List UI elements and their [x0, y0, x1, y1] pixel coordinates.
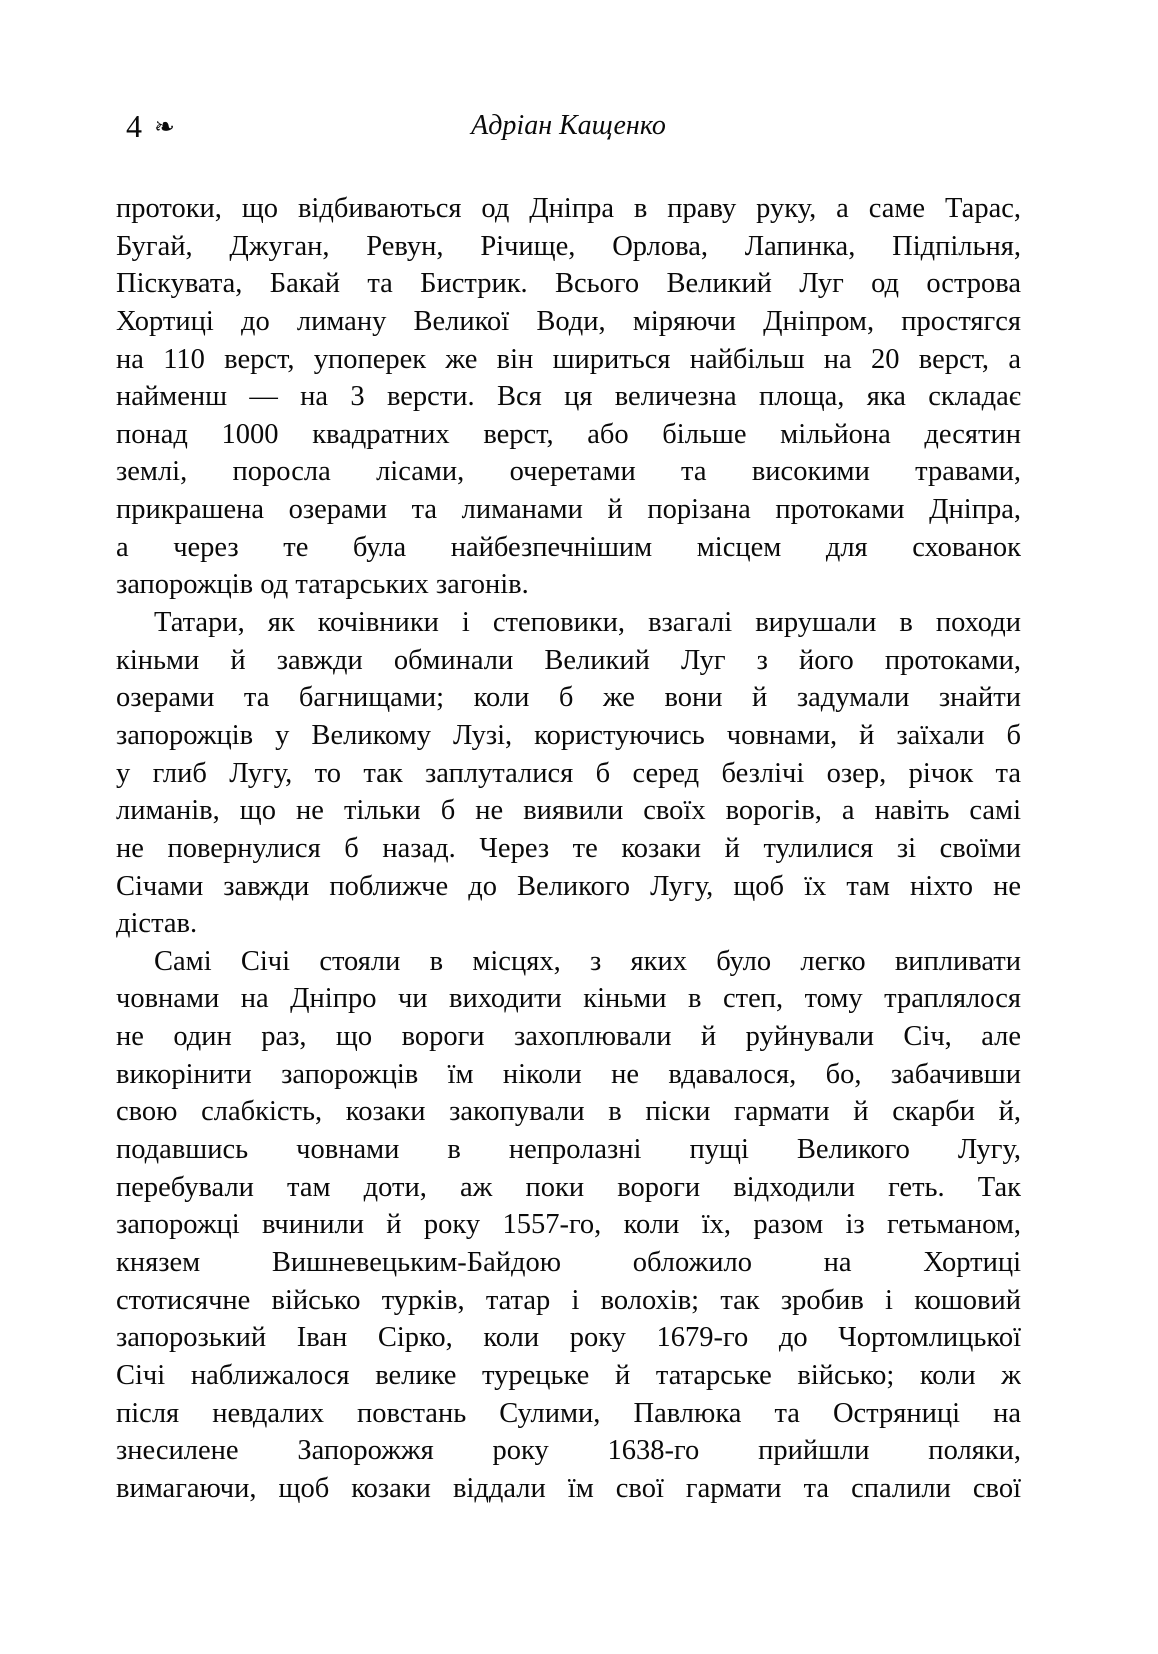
text-line: стотисячне військо турків, татар і волохів; так зробив і кошовий [116, 1284, 1021, 1316]
text-line: Бугай, Джуган, Ревун, Річище, Орлова, Лапинка, Підпільня, [116, 230, 1021, 262]
text-line: запорозький Іван Сірко, коли року 1679-го до Чортомлицької [116, 1322, 1021, 1354]
text-line: а через те була найбезпечнішим місцем для схованок [116, 531, 1021, 563]
text-line: Січі наближалося велике турецьке й татарське військо; коли ж [116, 1359, 1021, 1391]
running-head [116, 106, 1021, 150]
text-line: кіньми й завжди обминали Великий Луг з його протоками, [116, 644, 1021, 676]
text-line: вимагаючи, щоб козаки віддали їм свої гармати та спалили свої [116, 1472, 1021, 1504]
text-line: прикрашена озерами та лиманами й порізана протоками Дніпра, [116, 494, 1021, 526]
page-number: 4 [126, 108, 142, 144]
text-line: понад 1000 квадратних верст, або більше мільйона десятин [116, 418, 1021, 450]
text-line: озерами та багнищами; коли б же вони й задумали знайти [116, 682, 1021, 714]
running-head-author: Адріан Кащенко [471, 110, 666, 141]
text-line: свою слабкість, козаки закопували в піски гармати й скарби й, [116, 1096, 1021, 1128]
text-line: лиманів, що не тільки б не виявили своїх ворогів, а навіть самі [116, 795, 1021, 827]
text-line: викорінити запорожців їм ніколи не вдавалося, бо, забачивши [116, 1058, 1021, 1090]
text-line: запорожців у Великому Лузі, користуючись човнами, й заїхали б [116, 719, 1021, 751]
text-line: перебували там доти, аж поки вороги відходили геть. Так [116, 1171, 1021, 1203]
text-line: дістав. [116, 908, 198, 940]
body-text [116, 190, 1021, 1507]
text-line: найменш — на 3 версти. Вся ця величезна площа, яка складає [116, 381, 1021, 413]
text-line: запорожці вчинили й року 1557-го, коли їх, разом із гетьманом, [116, 1209, 1021, 1241]
text-line: подавшись човнами в непролазні пущі Великого Лугу, [116, 1134, 1021, 1166]
text-line: після невдалих повстань Сулими, Павлюка та Остряниці на [116, 1397, 1021, 1429]
text-line: Самі Січі стояли в місцях, з яких було легко випливати [154, 945, 1021, 977]
text-line: землі, поросла лісами, очеретами та високими травами, [116, 456, 1021, 488]
text-line: запорожців од татарських загонів. [116, 569, 529, 601]
text-line: знесилене Запорожжя року 1638-го прийшли поляки, [116, 1435, 1021, 1467]
text-line: Січами завжди поближче до Великого Лугу, щоб їх там ніхто не [116, 870, 1021, 902]
text-line: човнами на Дніпро чи виходити кіньми в степ, тому траплялося [116, 983, 1021, 1015]
text-line: не один раз, що вороги захоплювали й руйнували Січ, але [116, 1021, 1021, 1053]
text-line: на 110 верст, упоперек же він шириться найбільш на 20 верст, а [116, 343, 1021, 375]
text-line: не повернулися б назад. Через те козаки й тулилися зі своїми [116, 832, 1021, 864]
fleuron-ornament-icon: ❧ [154, 112, 175, 141]
text-line: Татари, як кочівники і степовики, взагалі вирушали в походи [154, 607, 1021, 639]
text-line: Хортиці до лиману Великої Води, міряючи Дніпром, простягся [116, 305, 1021, 337]
text-line: Піскувата, Бакай та Бистрик. Всього Великий Луг од острова [116, 268, 1021, 300]
text-line: князем Вишневецьким-Байдою обложило на Хортиці [116, 1246, 1021, 1278]
text-line: у глиб Лугу, то так заплуталися б серед безлічі озер, річок та [116, 757, 1021, 789]
text-line: протоки, що відбиваються од Дніпра в праву руку, а саме Тарас, [116, 193, 1021, 224]
